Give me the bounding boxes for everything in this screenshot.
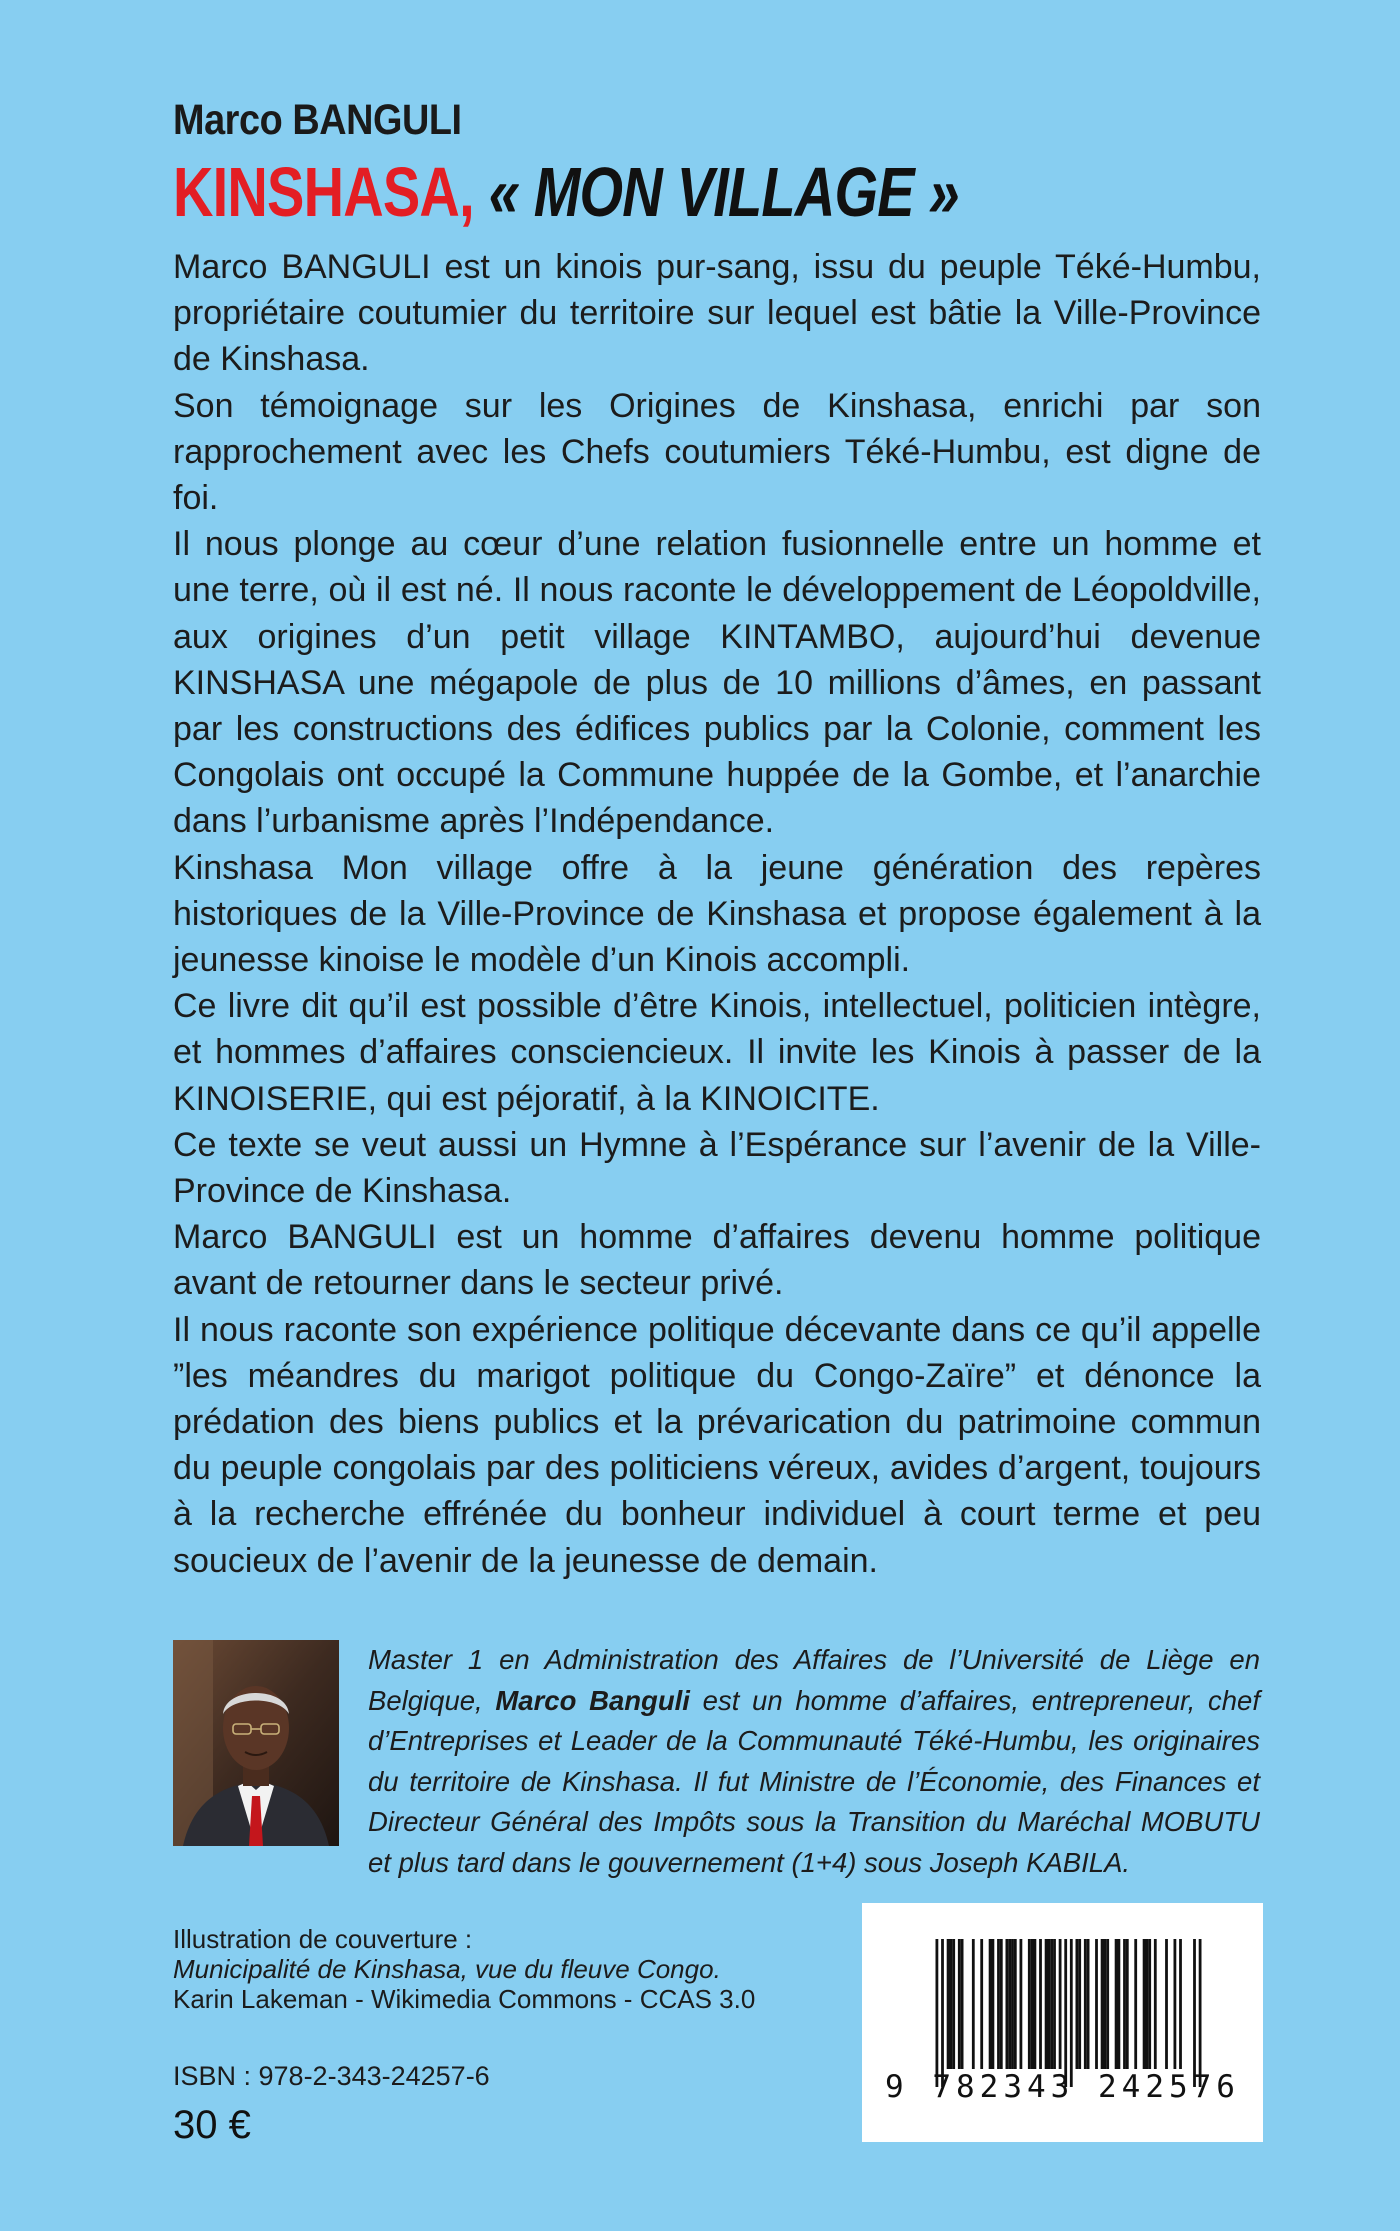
barcode-bar bbox=[1011, 1939, 1014, 2069]
blurb-paragraph: Ce texte se veut aussi un Hymne à l’Espérance sur l’avenir de la Ville-Province de Kinshasa. bbox=[173, 1125, 1261, 1211]
barcode-bar bbox=[1143, 1939, 1146, 2069]
barcode-bar bbox=[1028, 1939, 1031, 2069]
barcode-bar bbox=[936, 1939, 939, 2087]
barcode-bar bbox=[1053, 1939, 1056, 2069]
author-photo bbox=[173, 1640, 339, 1846]
credits-caption: Municipalité de Kinshasa, vue du fleuve Congo. bbox=[173, 1954, 721, 1984]
barcode-bar bbox=[1078, 1939, 1081, 2069]
blurb-paragraph: Son témoignage sur les Origines de Kinshasa, enrichi par son rapprochement avec les Chefs coutumiers Téké-Humbu, est digne de foi. bbox=[173, 386, 1261, 518]
barcode-digits: 9 782343 242576 bbox=[885, 2069, 1240, 2105]
author-portrait-icon bbox=[173, 1640, 339, 1846]
barcode-bar bbox=[947, 1939, 950, 2069]
barcode-bar bbox=[1076, 1939, 1079, 2069]
barcode-bar bbox=[1123, 1939, 1126, 2069]
barcode-bar bbox=[992, 1939, 995, 2069]
barcode-bar bbox=[1014, 1939, 1017, 2069]
barcode-bar bbox=[1000, 1939, 1003, 2069]
barcode-bar bbox=[1148, 1939, 1151, 2069]
barcode-bar bbox=[1165, 1939, 1168, 2069]
barcode-bar bbox=[1115, 1939, 1118, 2069]
barcode-bar bbox=[980, 1939, 983, 2069]
blurb-paragraph: Marco BANGULI est un kinois pur-sang, issu du peuple Téké-Humbu, propriétaire coutumier du territoire sur lequel est bâtie la Ville-Province de Kinshasa. bbox=[173, 248, 1261, 379]
price: 30 € bbox=[173, 2103, 251, 2147]
title-kinshasa: KINSHASA, bbox=[173, 153, 474, 231]
barcode-bar bbox=[961, 1939, 964, 2069]
barcode-bar bbox=[1084, 1939, 1087, 2069]
barcode-bar bbox=[1118, 1939, 1121, 2069]
barcode-bar bbox=[1154, 1939, 1157, 2069]
barcode-bar bbox=[1048, 1939, 1051, 2069]
barcode-bar bbox=[952, 1939, 955, 2069]
barcode-bar bbox=[1106, 1939, 1109, 2069]
isbn: ISBN : 978-2-343-24257-6 bbox=[173, 2061, 490, 2091]
barcode-bar bbox=[989, 1939, 992, 2069]
barcode-bar bbox=[1064, 1939, 1067, 2087]
blurb-paragraph: Il nous raconte son expérience politique décevante dans ce qu’il appelle ”les méandres du marigot politique du Congo-Zaïre” et dénonce la prédation des biens publics et la prévarication du patrimoine commun du peuple congolais par des politiciens véreux, avides d’argent, toujours à la recherche effrénée du bonheur individuel à court terme et peu soucieux de l’avenir de la jeunesse de demain. bbox=[173, 1310, 1261, 1580]
book-title bbox=[173, 152, 959, 232]
bio-text-end: est un homme d’affaires, entrepreneur, chef d’Entreprises et Leader de la Communauté Téké-Humbu, les originaires du territoire de Kinshasa. Il fut Ministre de l’Économie, des Finances et Directeur Général des Impôts sous la Transition du Maréchal MOBUTU et plus tard dans le gouvernement (1+4) sous Joseph KABILA. bbox=[368, 1684, 1260, 1878]
author-name: Marco BANGULI bbox=[173, 96, 462, 144]
barcode-bar bbox=[1095, 1939, 1098, 2069]
barcode-bar bbox=[1059, 1939, 1062, 2069]
barcode-bar bbox=[1039, 1939, 1042, 2069]
blurb-paragraph: Ce livre dit qu’il est possible d’être Kinois, intellectuel, politicien intègre, et hommes d’affaires consciencieux. Il invite les Kinois à passer de la KINOISERIE, qui est péjoratif, à la KINOICITE. bbox=[173, 987, 1261, 1118]
barcode-bar bbox=[1070, 1939, 1073, 2087]
barcode-bar bbox=[1045, 1939, 1048, 2069]
barcode-bar bbox=[1179, 1939, 1182, 2069]
barcode-bar bbox=[1006, 1939, 1009, 2069]
bio-text-start: Master 1 en Administration des Affaires de l’Université de Liège en Belgique, bbox=[368, 1644, 1260, 1716]
title-mon-village: « MON VILLAGE » bbox=[488, 153, 959, 231]
barcode-bar bbox=[1104, 1939, 1107, 2069]
credits-label: Illustration de couverture : bbox=[173, 1924, 473, 1954]
barcode bbox=[862, 1903, 1263, 2142]
barcode-bar bbox=[941, 1939, 944, 2087]
back-cover-blurb bbox=[173, 244, 1261, 1584]
barcode-bar bbox=[1031, 1939, 1034, 2069]
blurb-paragraph: Marco BANGULI est un homme d’affaires devenu homme politique avant de retourner dans le secteur privé. bbox=[173, 1218, 1261, 1303]
barcode-bar bbox=[1134, 1939, 1137, 2069]
barcode-bar bbox=[1034, 1939, 1037, 2069]
author-bio bbox=[368, 1640, 1260, 1884]
blurb-paragraph: Il nous plonge au cœur d’une relation fusionnelle entre un homme et une terre, où il est né. Il nous raconte le développement de Léopoldville, aux origines d’un petit village KINTAMBO, aujourd’hui devenue KINSHASA une mégapole de plus de 10 millions d’âmes, en passant par les constructions des édifices publics par la Colonie, comment les Congolais ont occupé la Commune huppée de la Gombe, et l’anarchie dans l’urbanisme après l’Indépendance. bbox=[173, 525, 1261, 841]
bio-author-name: Marco Banguli bbox=[495, 1684, 690, 1716]
credits-source: Karin Lakeman - Wikimedia Commons - CCAS 3.0 bbox=[173, 1984, 756, 2014]
barcode-bar bbox=[1020, 1939, 1023, 2069]
barcode-bar bbox=[950, 1939, 953, 2069]
barcode-bar bbox=[972, 1939, 975, 2069]
barcode-bars-icon bbox=[862, 1903, 1263, 2142]
barcode-bar bbox=[958, 1939, 961, 2069]
barcode-bar bbox=[1193, 1939, 1196, 2087]
cover-credits bbox=[173, 1924, 755, 2014]
blurb-paragraph: Kinshasa Mon village offre à la jeune génération des repères historiques de la Ville-Province de Kinshasa et propose également à la jeunesse kinoise le modèle d’un Kinois accompli. bbox=[173, 848, 1261, 980]
barcode-bar bbox=[1101, 1939, 1104, 2069]
barcode-bar bbox=[1087, 1939, 1090, 2069]
barcode-bar bbox=[1174, 1939, 1177, 2069]
barcode-bar bbox=[1146, 1939, 1149, 2069]
barcode-bar bbox=[997, 1939, 1000, 2069]
barcode-bar bbox=[1126, 1939, 1129, 2069]
bio-paragraph bbox=[368, 1640, 1260, 1884]
barcode-bar bbox=[1199, 1939, 1202, 2087]
barcode-bar bbox=[1008, 1939, 1011, 2069]
barcode-bar bbox=[1050, 1939, 1053, 2069]
